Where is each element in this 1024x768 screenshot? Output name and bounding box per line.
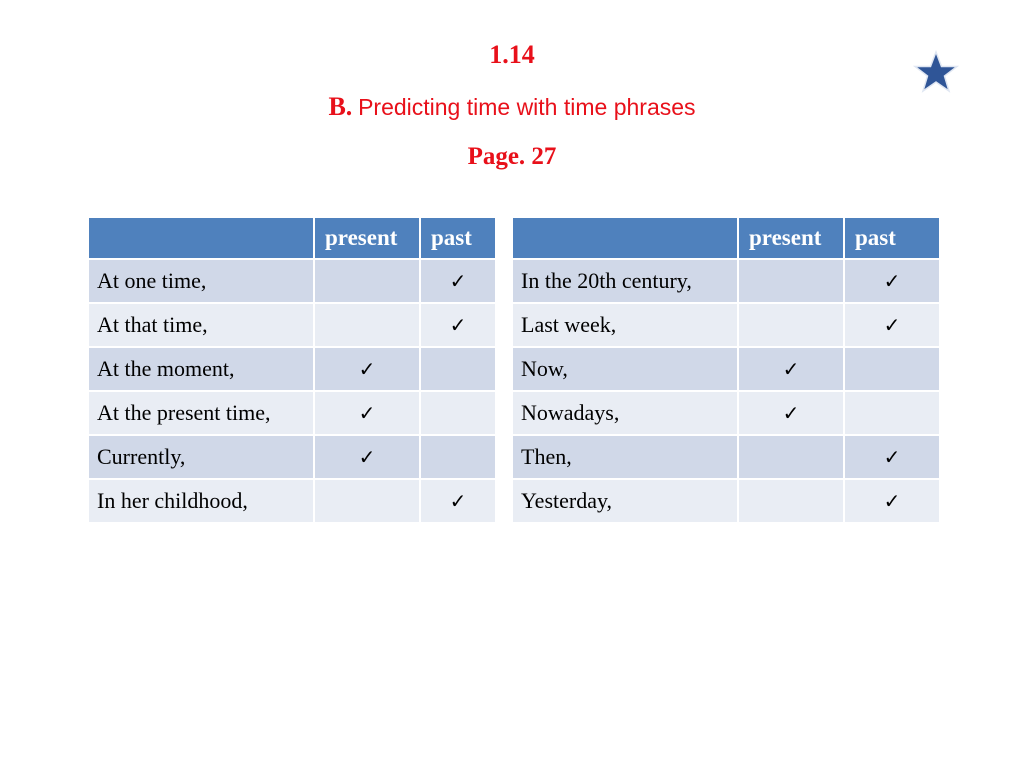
present-cell: ✓: [315, 436, 419, 478]
table-header-row: [513, 218, 939, 258]
past-cell: ✓: [845, 304, 939, 346]
phrase-cell: Last week,: [513, 304, 737, 346]
time-phrases-table-left: [87, 216, 497, 524]
column-header-past: past: [845, 218, 939, 258]
present-cell: [315, 260, 419, 302]
phrase-cell: At one time,: [89, 260, 313, 302]
section-letter: B.: [328, 92, 353, 121]
table-row: [513, 348, 939, 390]
table-row: [89, 260, 495, 302]
column-header-past: past: [421, 218, 495, 258]
column-header-phrase: [89, 218, 313, 258]
page-reference: Page. 27: [467, 143, 557, 170]
table-row: [513, 392, 939, 434]
present-cell: [315, 480, 419, 522]
table-row: [513, 304, 939, 346]
table-row: [89, 436, 495, 478]
past-cell: ✓: [845, 480, 939, 522]
past-cell: ✓: [845, 436, 939, 478]
past-cell: [421, 436, 495, 478]
time-phrases-table-right: [511, 216, 941, 524]
phrase-cell: Now,: [513, 348, 737, 390]
past-cell: [421, 392, 495, 434]
table-row: [89, 392, 495, 434]
section-title: Predicting time with time phrases: [358, 94, 696, 120]
phrase-cell: Currently,: [89, 436, 313, 478]
table-row: [513, 260, 939, 302]
past-cell: [845, 348, 939, 390]
star-icon[interactable]: [913, 50, 959, 94]
present-cell: ✓: [315, 392, 419, 434]
phrase-cell: Then,: [513, 436, 737, 478]
present-cell: ✓: [739, 392, 843, 434]
present-cell: [739, 480, 843, 522]
table-row: [89, 480, 495, 522]
phrase-cell: At that time,: [89, 304, 313, 346]
phrase-cell: At the present time,: [89, 392, 313, 434]
phrase-cell: At the moment,: [89, 348, 313, 390]
section-heading: [0, 92, 1024, 122]
column-header-phrase: [513, 218, 737, 258]
table-row: [89, 304, 495, 346]
past-cell: ✓: [421, 480, 495, 522]
column-header-present: present: [315, 218, 419, 258]
phrase-cell: In her childhood,: [89, 480, 313, 522]
past-cell: ✓: [421, 304, 495, 346]
slide-number: 1.14: [489, 40, 535, 69]
past-cell: [421, 348, 495, 390]
present-cell: [739, 304, 843, 346]
phrase-cell: Nowadays,: [513, 392, 737, 434]
past-cell: ✓: [845, 260, 939, 302]
phrase-cell: In the 20th century,: [513, 260, 737, 302]
table-row: [89, 348, 495, 390]
present-cell: [315, 304, 419, 346]
table-header-row: [89, 218, 495, 258]
table-row: [513, 436, 939, 478]
phrase-cell: Yesterday,: [513, 480, 737, 522]
past-cell: [845, 392, 939, 434]
present-cell: ✓: [739, 348, 843, 390]
past-cell: ✓: [421, 260, 495, 302]
table-row: [513, 480, 939, 522]
column-header-present: present: [739, 218, 843, 258]
present-cell: ✓: [315, 348, 419, 390]
present-cell: [739, 260, 843, 302]
present-cell: [739, 436, 843, 478]
